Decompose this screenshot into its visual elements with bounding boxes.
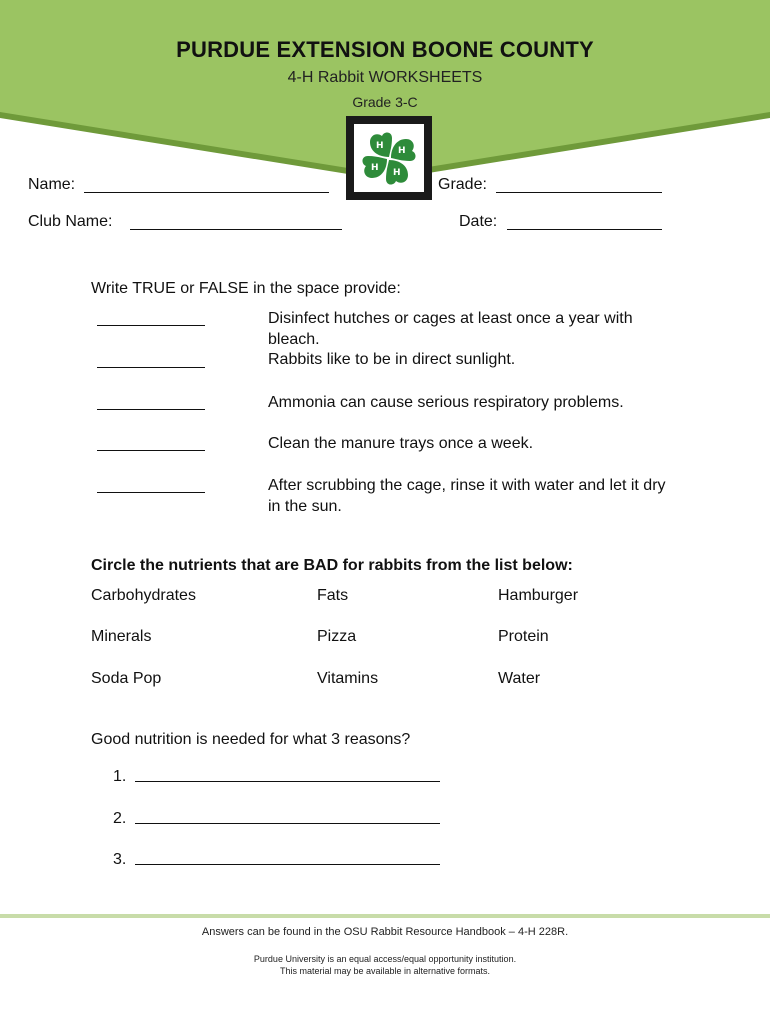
svg-text:H: H	[398, 146, 406, 156]
answer-blank-2[interactable]	[97, 367, 205, 368]
nutrient-pizza[interactable]: Pizza	[317, 628, 357, 645]
true-false-instruction: Write TRUE or FALSE in the space provide:	[91, 280, 401, 297]
footer-disclaimer: Purdue University is an equal access/equal opportunity institution. This material may be available in alternative formats.	[253, 954, 517, 976]
name-field[interactable]	[84, 192, 329, 193]
grade-field[interactable]	[496, 192, 662, 193]
nutrient-vitamins[interactable]: Vitamins	[317, 670, 379, 687]
answer-blank-1[interactable]	[97, 325, 205, 326]
page-subtitle: 4-H Rabbit WORKSHEETS	[287, 69, 483, 86]
nutrient-fats[interactable]: Fats	[317, 587, 349, 604]
nutrient-carbohydrates[interactable]: Carbohydrates	[91, 587, 196, 604]
4-h-clover-icon	[354, 124, 424, 192]
answer-blank-3[interactable]	[97, 409, 205, 410]
statement-1: Disinfect hutches or cages at least once a year with bleach.	[268, 310, 633, 348]
date-label: Date:	[459, 213, 498, 230]
grade-level-label: Grade 3-C	[352, 94, 418, 110]
grade-label: Grade:	[438, 176, 487, 193]
nutrient-minerals[interactable]: Minerals	[91, 628, 152, 645]
statement-2: Rabbits like to be in direct sunlight.	[268, 351, 516, 368]
statement-5: After scrubbing the cage, rinse it with water and let it dry in the sun.	[268, 477, 666, 515]
reason-answer-line-1[interactable]	[135, 781, 440, 782]
nutrient-hamburger[interactable]: Hamburger	[498, 587, 579, 604]
answers-source-note: Answers can be found in the OSU Rabbit Resource Handbook – 4-H 228R.	[201, 926, 569, 938]
page-title: PURDUE EXTENSION BOONE COUNTY	[176, 37, 594, 62]
reason-answer-line-3[interactable]	[135, 864, 440, 865]
reasons-question: Good nutrition is needed for what 3 reasons?	[91, 731, 411, 748]
svg-text:H: H	[393, 168, 401, 178]
svg-text:H: H	[376, 141, 384, 151]
nutrients-heading: Circle the nutrients that are BAD for rabbits from the list below:	[91, 557, 573, 574]
answer-blank-5[interactable]	[97, 492, 205, 493]
date-field[interactable]	[507, 229, 662, 230]
nutrient-soda-pop[interactable]: Soda Pop	[91, 670, 162, 687]
reason-number-2: 2.	[113, 810, 127, 827]
club-name-label: Club Name:	[28, 213, 113, 230]
svg-text:H: H	[371, 163, 379, 173]
nutrient-protein[interactable]: Protein	[498, 628, 549, 645]
club-name-field[interactable]	[130, 229, 342, 230]
name-label: Name:	[28, 176, 76, 193]
footer-divider	[0, 914, 770, 918]
answer-blank-4[interactable]	[97, 450, 205, 451]
reason-answer-line-2[interactable]	[135, 823, 440, 824]
statement-4: Clean the manure trays once a week.	[268, 435, 534, 452]
nutrient-water[interactable]: Water	[498, 670, 541, 687]
reason-number-1: 1.	[113, 768, 127, 785]
4-h-logo	[346, 116, 432, 200]
reason-number-3: 3.	[113, 851, 127, 868]
statement-3: Ammonia can cause serious respiratory problems.	[268, 394, 624, 411]
